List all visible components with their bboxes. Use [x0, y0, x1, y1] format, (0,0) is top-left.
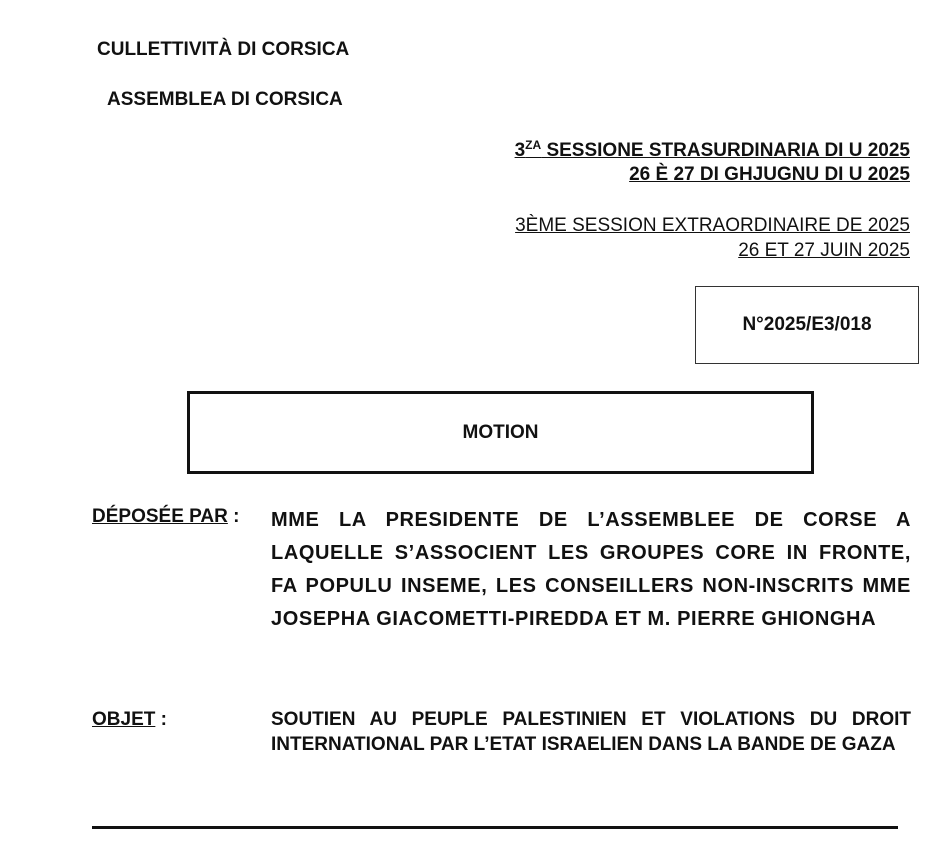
session-corsican-title: SESSIONE STRASURDINARIA DI U 2025 [541, 140, 910, 161]
deposee-label-separator: : [227, 506, 240, 527]
organization-name: CULLETTIVITÀ DI CORSICA [97, 39, 350, 60]
session-french [515, 213, 910, 263]
objet-value: SOUTIEN AU PEUPLE PALESTINIEN ET VIOLATIONS DU DROIT INTERNATIONAL PAR L’ETAT ISRAELIEN DANS LA BANDE DE GAZA [271, 709, 911, 755]
session-ordinal-suffix: ZA [525, 138, 542, 152]
session-corsican [515, 139, 910, 187]
session-corsican-dates: 26 È 27 DI GHJUGNU DI U 2025 [629, 164, 910, 185]
document-type-box [187, 391, 814, 474]
horizontal-rule [92, 826, 898, 829]
assembly-name: ASSEMBLEA DI CORSICA [107, 89, 343, 110]
objet-label [92, 709, 167, 731]
document-type-title: MOTION [462, 421, 539, 443]
session-number: 3 [514, 140, 526, 161]
objet-label-separator: : [155, 709, 167, 730]
session-french-title: 3ÈME SESSION EXTRAORDINAIRE DE 2025 [515, 215, 910, 236]
objet-label-text: OBJET [92, 709, 156, 730]
deposee-value: MME LA PRESIDENTE DE L’ASSEMBLEE DE CORSE A LAQUELLE S’ASSOCIENT LES GROUPES CORE IN FRONTE, FA POPULU INSEME, LES CONSEILLERS NON-INSCRITS MME JOSEPHA GIACOMETTI-PIREDDA ET M. PIERRE GHIONGHA [271, 509, 911, 630]
session-french-dates: 26 ET 27 JUIN 2025 [738, 240, 910, 261]
reference-number: N°2025/E3/018 [742, 314, 872, 335]
deposee-label [92, 506, 239, 528]
reference-number-box [695, 286, 919, 364]
deposee-label-text: DÉPOSÉE PAR [92, 506, 228, 527]
session-corsican-line1 [515, 139, 910, 163]
